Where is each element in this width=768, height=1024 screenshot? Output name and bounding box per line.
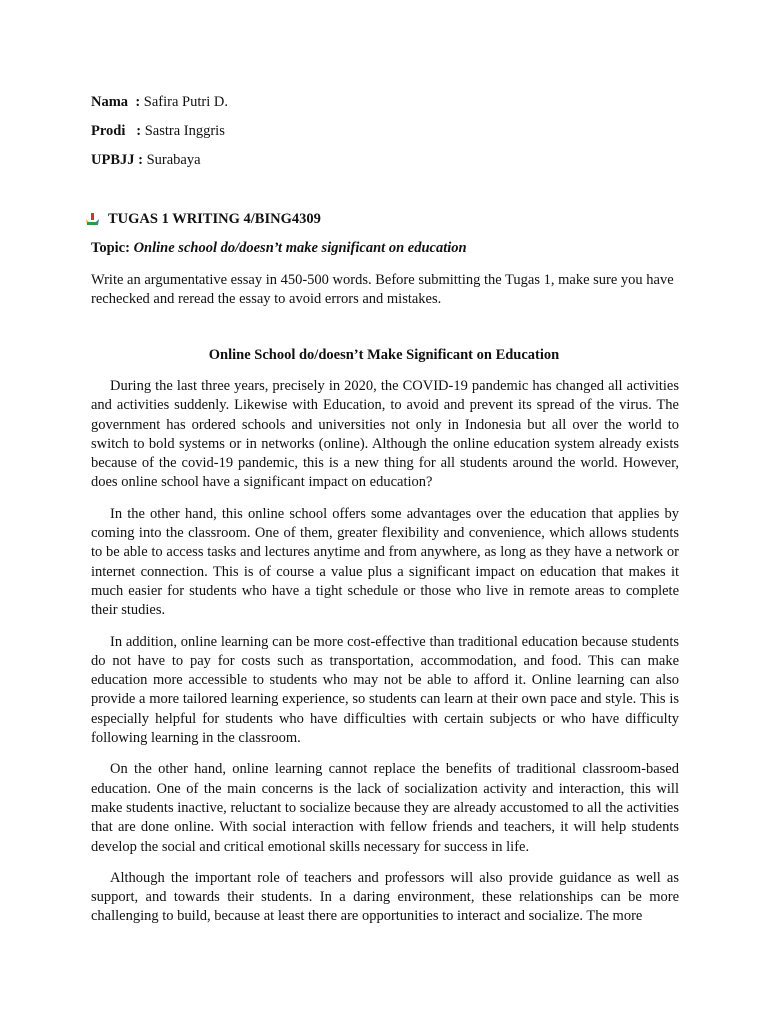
upbjj-row (91, 151, 201, 169)
essay-title: Online School do/doesn’t Make Significant on Education (208, 347, 560, 363)
nama-value: Safira Putri D. (143, 94, 228, 110)
essay-paragraph: Although the important role of teachers and professors will also provide guidance as well as support, and towards their students. In a daring environment, these relationships can be more challenging to build, because at least there are opportunities to interact and socialize. The more (91, 869, 679, 925)
prodi-separator: : (136, 123, 142, 139)
essay-paragraph: In the other hand, this online school offers some advantages over the education that applies by coming into the classroom. One of them, greater flexibility and convenience, which allows students to be able to access tasks and lectures anytime and from anywhere, as long as they have a network or internet connection. This is of course a value plus a significant impact on education that makes it much easier for students who have a tight schedule or those who live in remote areas to complete their studies. (91, 505, 679, 619)
upbjj-value: Surabaya (146, 152, 201, 168)
essay-body (91, 377, 679, 939)
task-title: TUGAS 1 WRITING 4/BING4309 (108, 211, 321, 227)
nama-row (91, 93, 228, 111)
upbjj-label: UPBJJ (91, 152, 135, 168)
nama-separator: : (135, 94, 141, 110)
task-heading (86, 211, 321, 228)
essay-paragraph: During the last three years, precisely in 2020, the COVID-19 pandemic has changed all activities and activities suddenly. Likewise with Education, to avoid and prevent its spread of the virus. The government has ordered schools and universities not only in Indonesia but all over the world to switch to bold systems or in networks (online). Although the online education system already exists because of the covid-19 pandemic, this is a new thing for all students around the world. However, does online school have a significant impact on education? (91, 378, 679, 491)
upbjj-separator: : (138, 152, 143, 168)
instructions-text: Write an argumentative essay in 450-500 words. Before submitting the Tugas 1, make sure you have rechecked and reread the essay to avoid errors and mistakes. (91, 272, 674, 307)
topic-row (91, 240, 467, 257)
essay-paragraph: On the other hand, online learning cannot replace the benefits of traditional classroom-based education. One of the main concerns is the lack of socialization activity and interaction, this will make students inactive, reluctant to socialize because they are already accustomed to all the activities that are done online. With social interaction with fellow friends and teachers, it will help students develop the social and critical emotional skills necessary for success in life. (91, 761, 679, 855)
bullet-arrow-icon (86, 213, 99, 226)
nama-label: Nama (91, 94, 129, 110)
prodi-row (91, 122, 225, 140)
topic-label: Topic: (91, 240, 130, 256)
prodi-value: Sastra Inggris (144, 123, 225, 139)
topic-text: Online school do/doesn’t make significant on education (133, 240, 467, 256)
essay-paragraph: In addition, online learning can be more cost-effective than traditional education because students do not have to pay for costs such as transportation, accommodation, and food. This can make education more accessible to students who may not be able to afford it. Online learning can also provide a more tailored learning experience, so students can learn at their own pace and style. This is especially helpful for students who have difficulties with certain subjects or who have difficulty following learning in the classroom. (91, 633, 679, 747)
prodi-label: Prodi (91, 123, 126, 139)
